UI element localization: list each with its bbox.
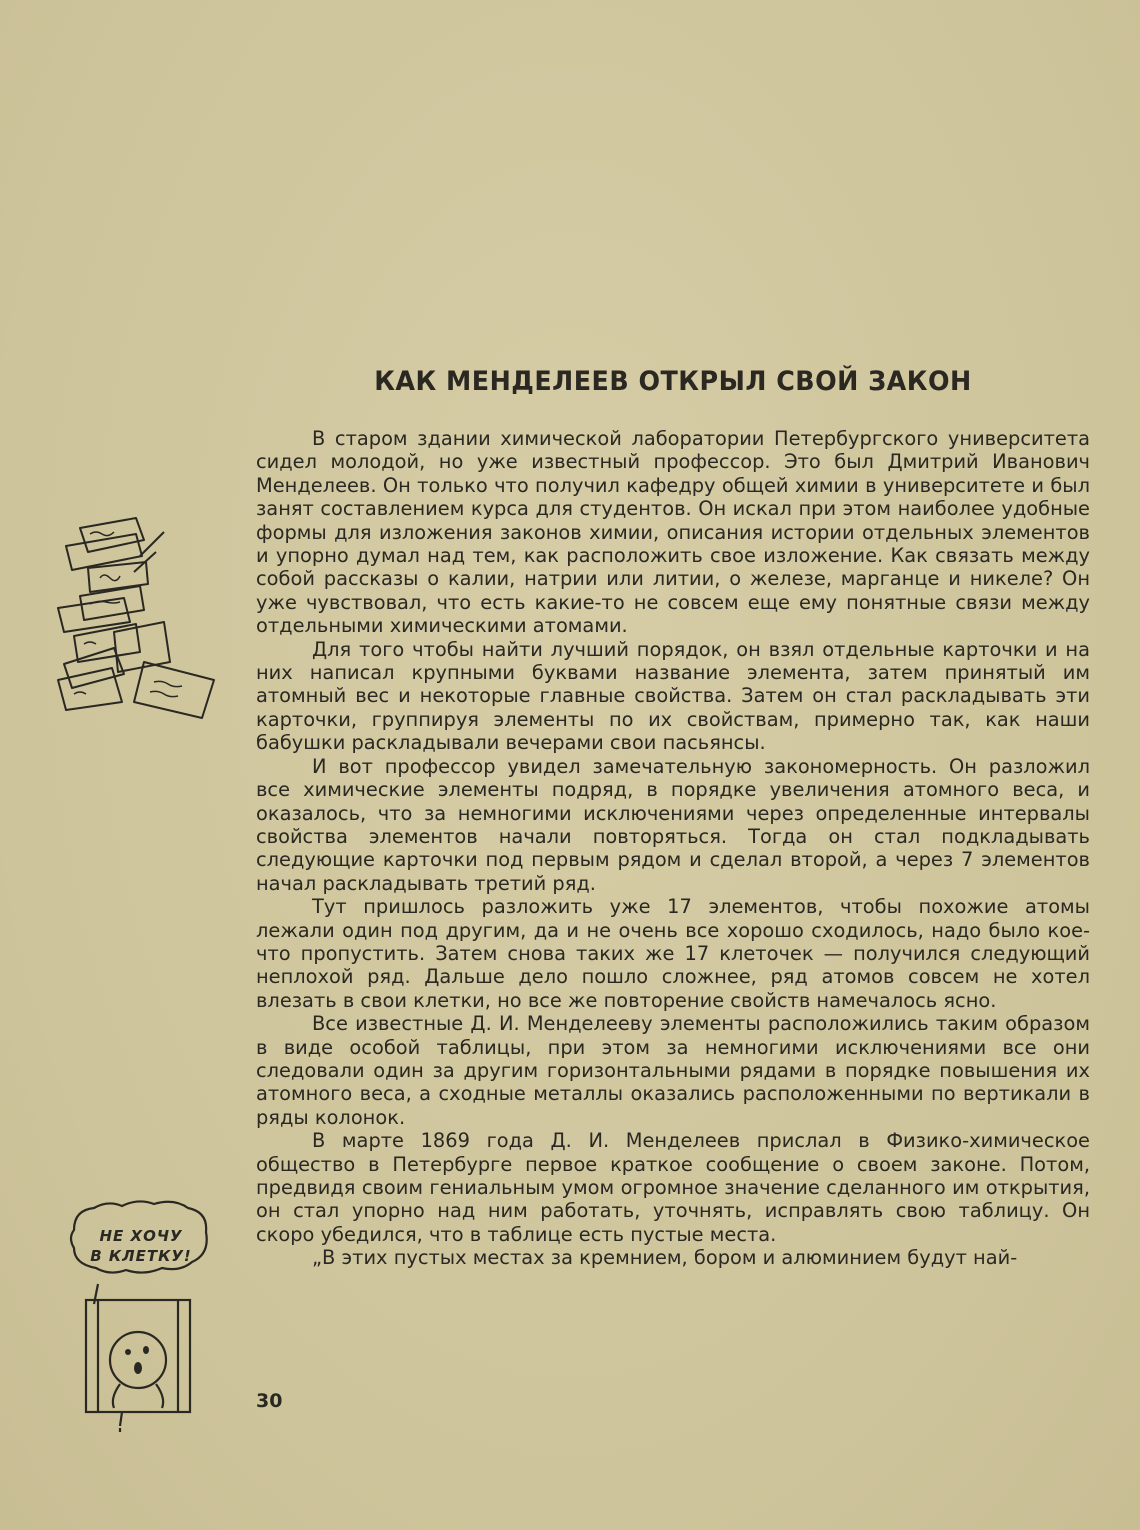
speech-line-1: НЕ ХОЧУ xyxy=(99,1227,183,1245)
paragraph-4: Тут пришлось разложить уже 17 элементов, чтобы похожие атомы лежали один под другим, да и не очень все хорошо сходилось, надо было кое-что пропустить. Затем снова таких же 17 клеточек — получился следующий неплохой ряд. Дальше дело пошло сложнее, ряд атомов совсем не хотел влезать в свои клетки, но все же повторение свойств намечалось ясно. xyxy=(256,895,1090,1012)
paragraph-3: И вот профессор увидел замечательную закономерность. Он разложил все химические элементы подряд, в порядке увеличения атомного веса, и оказалось, что за немногими исключениями через определенные интервалы свойства элементов начали повторяться. Тогда он стал подкладывать следующие карточки под первым рядом и сделал второй, а через 7 элементов начал раскладывать третий ряд. xyxy=(256,754,1090,895)
paragraph-5: Все известные Д. И. Менделееву элементы расположились таким образом в виде особой таблицы, при этом за немногими исключениями все они следовали один за другим горизонтальными рядами в порядке повышения их атомного веса, а сходные металлы оказались расположенными по вертикали в ряды колонок. xyxy=(256,1012,1090,1129)
paragraph-1: В старом здании химической лаборатории Петербургского университета сидел молодой, но уже известный профессор. Это был Дмитрий Иванович Менделеев. Он только что получил кафедру общей химии в университете и был занят составлением курса для студентов. Он искал при этом наиболее удобные формы для изложения законов химии, описания истории отдельных элементов и упорно думал над тем, как расположить свое изложение. Как связать между собой рассказы о калии, натрии или литии, о железе, марганце и никеле? Он уже чувствовал, что есть какие-то не совсем еще ему понятные связи между отдельными химическими атомами. xyxy=(256,427,1090,638)
element-cards-illustration xyxy=(44,512,226,736)
paragraph-7: „В этих пустых местах за кремнием, бором и алюминием будут най- xyxy=(312,1246,1018,1270)
page-number: 30 xyxy=(256,1390,283,1412)
article-title: КАК МЕНДЕЛЕЕВ ОТКРЫЛ СВОЙ ЗАКОН xyxy=(374,366,972,397)
speech-bubble-text xyxy=(74,1226,208,1266)
article-body xyxy=(256,427,1090,1270)
paragraph-6: В марте 1869 года Д. И. Менделеев прислал в Физико-химическое общество в Петербурге первое краткое сообщение о своем законе. Потом, предвидя своим гениальным умом огромное значение сделанного им открытия, он стал упорно над ним работать, уточнять, исправлять свою таблицу. Он скоро убедился, что в таблице есть пустые места. xyxy=(256,1129,1090,1246)
speech-line-2: В КЛЕТКУ! xyxy=(90,1247,192,1265)
paragraph-2: Для того чтобы найти лучший порядок, он взял отдельные карточки и на них написал крупными буквами название элемента, затем принятый им атомный вес и некоторые главные свойства. Затем он стал раскладывать эти карточки, группируя элементы по их свойствам, примерно так, как наши бабушки раскладывали вечерами свои пасьянсы. xyxy=(256,637,1090,755)
